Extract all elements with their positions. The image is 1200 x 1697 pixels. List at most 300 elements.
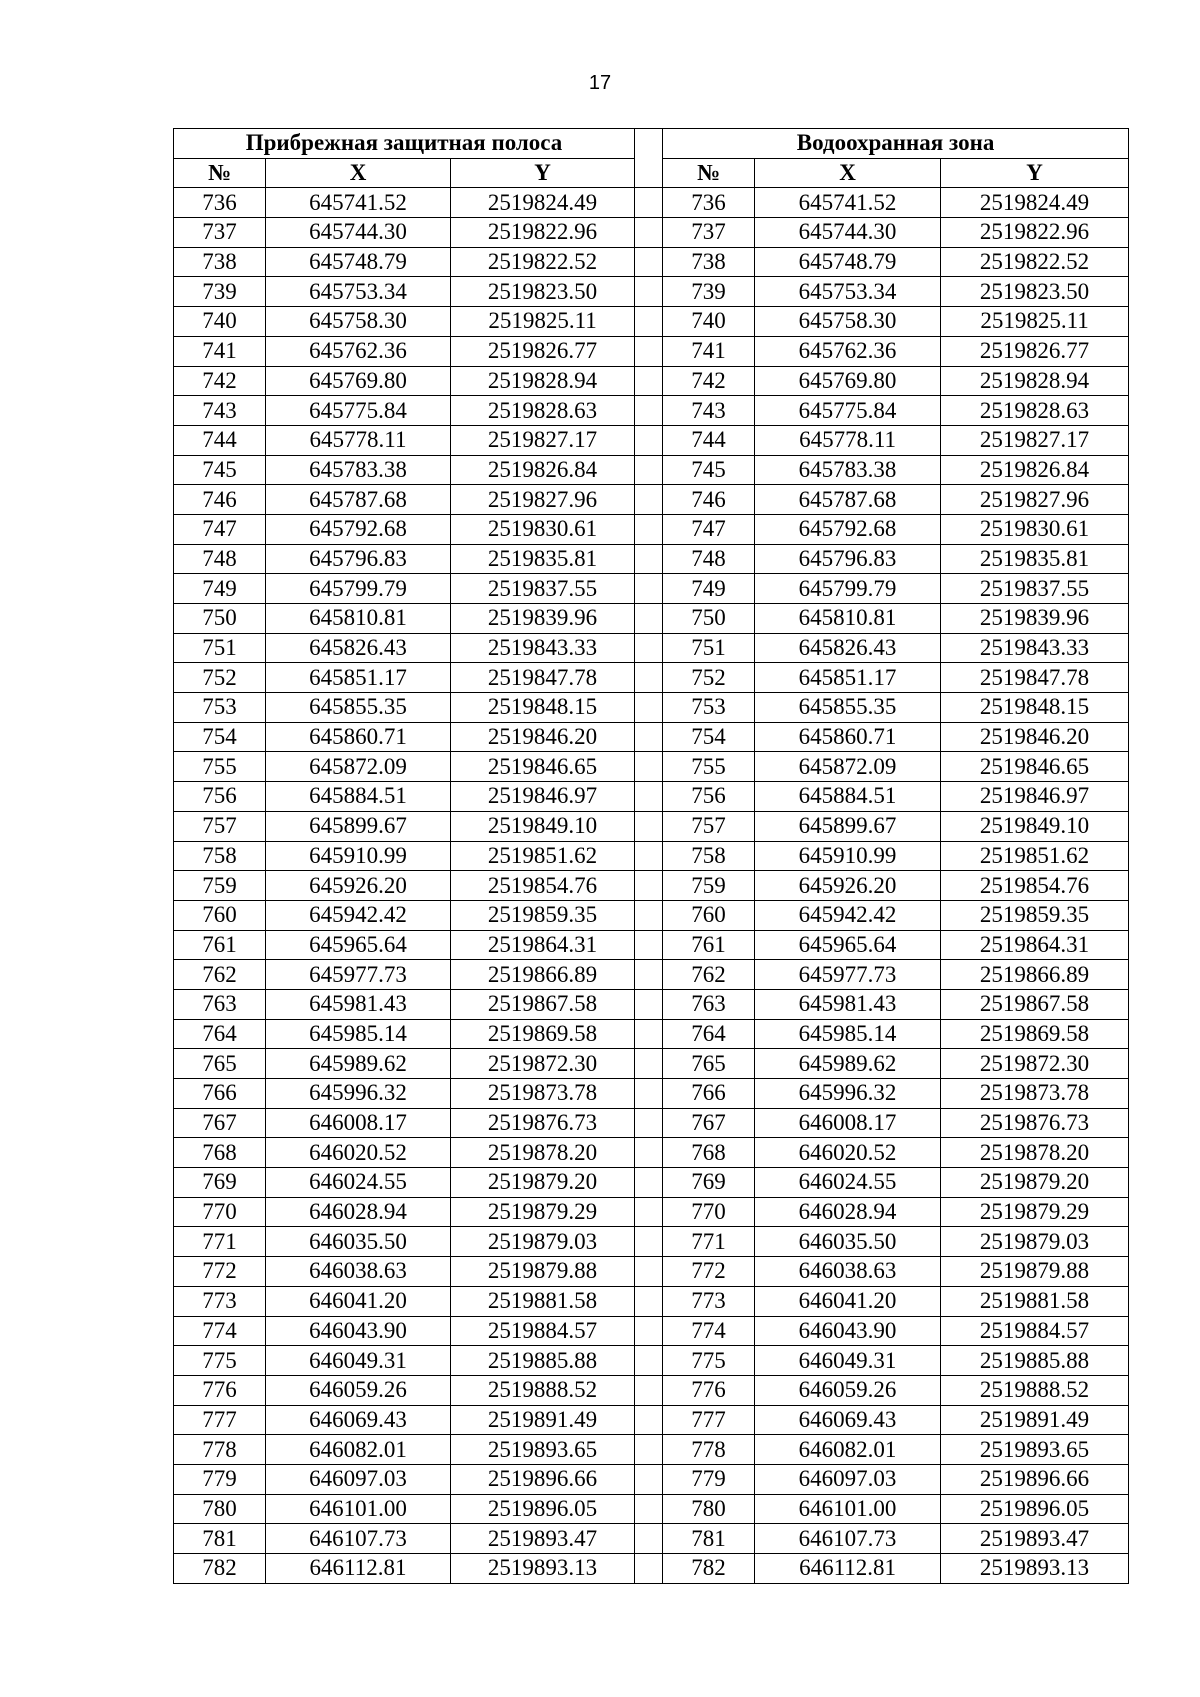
column-separator bbox=[635, 455, 663, 485]
left-point-number: 770 bbox=[174, 1197, 266, 1227]
right-point-number: 773 bbox=[663, 1286, 755, 1316]
left-y-value: 2519851.62 bbox=[451, 841, 635, 871]
right-y-value: 2519891.49 bbox=[941, 1405, 1129, 1435]
column-separator bbox=[635, 1257, 663, 1287]
right-point-number: 781 bbox=[663, 1524, 755, 1554]
column-separator bbox=[635, 722, 663, 752]
left-point-number: 767 bbox=[174, 1108, 266, 1138]
right-point-number: 766 bbox=[663, 1079, 755, 1109]
column-separator bbox=[635, 1435, 663, 1465]
left-y-value: 2519879.03 bbox=[451, 1227, 635, 1257]
right-y-value: 2519885.88 bbox=[941, 1346, 1129, 1376]
left-x-value: 645926.20 bbox=[266, 871, 451, 901]
table-row bbox=[174, 188, 1129, 218]
right-point-number: 746 bbox=[663, 485, 755, 515]
table-row bbox=[174, 425, 1129, 455]
left-y-value: 2519846.20 bbox=[451, 722, 635, 752]
right-x-value: 645872.09 bbox=[755, 752, 941, 782]
column-separator bbox=[635, 752, 663, 782]
right-y-value: 2519881.58 bbox=[941, 1286, 1129, 1316]
column-separator bbox=[635, 485, 663, 515]
right-point-number: 779 bbox=[663, 1464, 755, 1494]
right-x-value: 645783.38 bbox=[755, 455, 941, 485]
table-row bbox=[174, 307, 1129, 337]
right-x-value: 645899.67 bbox=[755, 811, 941, 841]
left-y-value: 2519822.96 bbox=[451, 218, 635, 248]
left-x-value: 645762.36 bbox=[266, 336, 451, 366]
column-separator bbox=[635, 218, 663, 248]
column-separator bbox=[635, 1138, 663, 1168]
right-point-number: 774 bbox=[663, 1316, 755, 1346]
left-point-number: 740 bbox=[174, 307, 266, 337]
table-row bbox=[174, 485, 1129, 515]
left-point-number: 761 bbox=[174, 930, 266, 960]
column-separator bbox=[635, 782, 663, 812]
left-x-value: 645884.51 bbox=[266, 782, 451, 812]
table-row bbox=[174, 455, 1129, 485]
table-row bbox=[174, 1079, 1129, 1109]
left-point-number: 780 bbox=[174, 1494, 266, 1524]
left-x-value: 645989.62 bbox=[266, 1049, 451, 1079]
left-x-value: 645826.43 bbox=[266, 633, 451, 663]
right-x-value: 645796.83 bbox=[755, 544, 941, 574]
right-point-number: 771 bbox=[663, 1227, 755, 1257]
table-row bbox=[174, 1138, 1129, 1168]
right-y-value: 2519846.65 bbox=[941, 752, 1129, 782]
right-y-value: 2519835.81 bbox=[941, 544, 1129, 574]
column-separator bbox=[635, 544, 663, 574]
left-x-value: 645860.71 bbox=[266, 722, 451, 752]
left-point-number: 751 bbox=[174, 633, 266, 663]
right-point-number: 743 bbox=[663, 396, 755, 426]
right-x-value: 645985.14 bbox=[755, 1019, 941, 1049]
table-row bbox=[174, 1435, 1129, 1465]
right-point-number: 751 bbox=[663, 633, 755, 663]
right-y-value: 2519828.94 bbox=[941, 366, 1129, 396]
right-point-number: 782 bbox=[663, 1554, 755, 1584]
right-x-value: 646101.00 bbox=[755, 1494, 941, 1524]
table-row bbox=[174, 1049, 1129, 1079]
column-separator bbox=[635, 960, 663, 990]
left-point-number: 745 bbox=[174, 455, 266, 485]
table-row bbox=[174, 1464, 1129, 1494]
right-x-value: 646041.20 bbox=[755, 1286, 941, 1316]
right-point-number: 770 bbox=[663, 1197, 755, 1227]
left-point-number: 775 bbox=[174, 1346, 266, 1376]
table-row bbox=[174, 247, 1129, 277]
right-point-number: 780 bbox=[663, 1494, 755, 1524]
column-separator bbox=[635, 396, 663, 426]
right-y-value: 2519876.73 bbox=[941, 1108, 1129, 1138]
left-x-value: 645985.14 bbox=[266, 1019, 451, 1049]
left-point-number: 748 bbox=[174, 544, 266, 574]
right-x-value: 645792.68 bbox=[755, 514, 941, 544]
left-x-header: X bbox=[266, 158, 451, 188]
left-x-value: 645748.79 bbox=[266, 247, 451, 277]
right-y-value: 2519873.78 bbox=[941, 1079, 1129, 1109]
left-point-number: 738 bbox=[174, 247, 266, 277]
left-y-value: 2519866.89 bbox=[451, 960, 635, 990]
left-y-value: 2519878.20 bbox=[451, 1138, 635, 1168]
table-row bbox=[174, 1316, 1129, 1346]
right-x-value: 646112.81 bbox=[755, 1554, 941, 1584]
right-x-value: 645762.36 bbox=[755, 336, 941, 366]
column-separator bbox=[635, 633, 663, 663]
right-y-value: 2519888.52 bbox=[941, 1375, 1129, 1405]
right-point-number: 750 bbox=[663, 604, 755, 634]
table-row bbox=[174, 900, 1129, 930]
left-x-value: 645787.68 bbox=[266, 485, 451, 515]
left-point-number: 743 bbox=[174, 396, 266, 426]
left-y-value: 2519846.65 bbox=[451, 752, 635, 782]
column-separator bbox=[635, 1316, 663, 1346]
coordinates-body bbox=[174, 188, 1129, 1583]
right-point-number: 775 bbox=[663, 1346, 755, 1376]
left-point-number: 736 bbox=[174, 188, 266, 218]
right-x-value: 645775.84 bbox=[755, 396, 941, 426]
left-x-value: 645899.67 bbox=[266, 811, 451, 841]
table-row bbox=[174, 1405, 1129, 1435]
left-point-number: 768 bbox=[174, 1138, 266, 1168]
left-y-value: 2519854.76 bbox=[451, 871, 635, 901]
left-point-number: 762 bbox=[174, 960, 266, 990]
right-point-number: 767 bbox=[663, 1108, 755, 1138]
right-point-number: 739 bbox=[663, 277, 755, 307]
right-y-value: 2519830.61 bbox=[941, 514, 1129, 544]
table-row bbox=[174, 1197, 1129, 1227]
right-x-value: 646028.94 bbox=[755, 1197, 941, 1227]
left-y-value: 2519825.11 bbox=[451, 307, 635, 337]
table-row bbox=[174, 633, 1129, 663]
right-x-value: 646035.50 bbox=[755, 1227, 941, 1257]
left-x-value: 645753.34 bbox=[266, 277, 451, 307]
right-x-value: 645977.73 bbox=[755, 960, 941, 990]
right-x-header: X bbox=[755, 158, 941, 188]
column-separator bbox=[635, 604, 663, 634]
table-row bbox=[174, 930, 1129, 960]
left-point-number: 776 bbox=[174, 1375, 266, 1405]
right-point-number: 778 bbox=[663, 1435, 755, 1465]
left-x-value: 645792.68 bbox=[266, 514, 451, 544]
table-row bbox=[174, 782, 1129, 812]
left-point-number: 741 bbox=[174, 336, 266, 366]
right-point-number: 760 bbox=[663, 900, 755, 930]
left-point-number: 744 bbox=[174, 425, 266, 455]
left-x-value: 645741.52 bbox=[266, 188, 451, 218]
right-point-number: 768 bbox=[663, 1138, 755, 1168]
left-point-number: 757 bbox=[174, 811, 266, 841]
left-x-value: 646049.31 bbox=[266, 1346, 451, 1376]
left-y-value: 2519827.17 bbox=[451, 425, 635, 455]
left-y-value: 2519830.61 bbox=[451, 514, 635, 544]
right-y-value: 2519864.31 bbox=[941, 930, 1129, 960]
column-separator bbox=[635, 1554, 663, 1584]
right-point-number: 737 bbox=[663, 218, 755, 248]
left-x-value: 646041.20 bbox=[266, 1286, 451, 1316]
right-x-value: 645778.11 bbox=[755, 425, 941, 455]
left-y-header: Y bbox=[451, 158, 635, 188]
left-point-number: 760 bbox=[174, 900, 266, 930]
left-y-value: 2519879.29 bbox=[451, 1197, 635, 1227]
right-y-value: 2519827.17 bbox=[941, 425, 1129, 455]
table-row bbox=[174, 396, 1129, 426]
left-y-value: 2519828.63 bbox=[451, 396, 635, 426]
right-y-value: 2519866.89 bbox=[941, 960, 1129, 990]
right-x-value: 645996.32 bbox=[755, 1079, 941, 1109]
right-x-value: 646082.01 bbox=[755, 1435, 941, 1465]
right-point-number: 762 bbox=[663, 960, 755, 990]
right-x-value: 645989.62 bbox=[755, 1049, 941, 1079]
right-y-value: 2519893.65 bbox=[941, 1435, 1129, 1465]
right-y-value: 2519884.57 bbox=[941, 1316, 1129, 1346]
left-point-number: 747 bbox=[174, 514, 266, 544]
left-point-number: 771 bbox=[174, 1227, 266, 1257]
right-point-number: 740 bbox=[663, 307, 755, 337]
left-x-value: 645796.83 bbox=[266, 544, 451, 574]
table-row bbox=[174, 1019, 1129, 1049]
table-row bbox=[174, 722, 1129, 752]
left-x-value: 645910.99 bbox=[266, 841, 451, 871]
left-y-value: 2519896.05 bbox=[451, 1494, 635, 1524]
right-x-value: 646008.17 bbox=[755, 1108, 941, 1138]
left-point-number: 766 bbox=[174, 1079, 266, 1109]
left-x-value: 646101.00 bbox=[266, 1494, 451, 1524]
left-x-value: 646028.94 bbox=[266, 1197, 451, 1227]
right-point-number: 756 bbox=[663, 782, 755, 812]
right-point-number: 752 bbox=[663, 663, 755, 693]
right-y-value: 2519879.29 bbox=[941, 1197, 1129, 1227]
right-x-value: 645855.35 bbox=[755, 693, 941, 723]
column-separator bbox=[635, 693, 663, 723]
table-row bbox=[174, 693, 1129, 723]
left-y-value: 2519896.66 bbox=[451, 1464, 635, 1494]
left-x-value: 646024.55 bbox=[266, 1168, 451, 1198]
left-y-value: 2519848.15 bbox=[451, 693, 635, 723]
column-separator bbox=[635, 129, 663, 188]
table-row bbox=[174, 1346, 1129, 1376]
right-point-number: 755 bbox=[663, 752, 755, 782]
right-y-value: 2519839.96 bbox=[941, 604, 1129, 634]
column-separator bbox=[635, 1375, 663, 1405]
left-y-value: 2519893.13 bbox=[451, 1554, 635, 1584]
right-point-number: 769 bbox=[663, 1168, 755, 1198]
table-row bbox=[174, 1286, 1129, 1316]
table-row bbox=[174, 366, 1129, 396]
right-x-value: 645860.71 bbox=[755, 722, 941, 752]
page-number: 17 bbox=[588, 72, 612, 94]
left-y-value: 2519827.96 bbox=[451, 485, 635, 515]
left-x-value: 646059.26 bbox=[266, 1375, 451, 1405]
table-row bbox=[174, 663, 1129, 693]
section-title-row bbox=[174, 129, 1129, 159]
right-y-value: 2519843.33 bbox=[941, 633, 1129, 663]
column-separator bbox=[635, 1197, 663, 1227]
right-point-number: 777 bbox=[663, 1405, 755, 1435]
right-y-value: 2519859.35 bbox=[941, 900, 1129, 930]
left-point-number: 737 bbox=[174, 218, 266, 248]
right-y-value: 2519824.49 bbox=[941, 188, 1129, 218]
left-y-value: 2519823.50 bbox=[451, 277, 635, 307]
right-x-value: 645799.79 bbox=[755, 574, 941, 604]
right-x-value: 645826.43 bbox=[755, 633, 941, 663]
left-x-value: 646038.63 bbox=[266, 1257, 451, 1287]
right-x-value: 645769.80 bbox=[755, 366, 941, 396]
table-row bbox=[174, 277, 1129, 307]
left-x-value: 645965.64 bbox=[266, 930, 451, 960]
left-x-value: 645855.35 bbox=[266, 693, 451, 723]
right-y-value: 2519854.76 bbox=[941, 871, 1129, 901]
column-separator bbox=[635, 1346, 663, 1376]
right-y-value: 2519825.11 bbox=[941, 307, 1129, 337]
right-x-value: 646097.03 bbox=[755, 1464, 941, 1494]
right-y-value: 2519846.20 bbox=[941, 722, 1129, 752]
right-number-header: № bbox=[663, 158, 755, 188]
left-point-number: 769 bbox=[174, 1168, 266, 1198]
column-separator bbox=[635, 1494, 663, 1524]
right-x-value: 646020.52 bbox=[755, 1138, 941, 1168]
right-x-value: 645942.42 bbox=[755, 900, 941, 930]
table-row bbox=[174, 218, 1129, 248]
right-x-value: 645910.99 bbox=[755, 841, 941, 871]
column-separator bbox=[635, 841, 663, 871]
right-point-number: 747 bbox=[663, 514, 755, 544]
left-point-number: 742 bbox=[174, 366, 266, 396]
table-row bbox=[174, 960, 1129, 990]
right-x-value: 645926.20 bbox=[755, 871, 941, 901]
column-separator bbox=[635, 871, 663, 901]
column-separator bbox=[635, 989, 663, 1019]
left-point-number: 773 bbox=[174, 1286, 266, 1316]
left-y-value: 2519872.30 bbox=[451, 1049, 635, 1079]
column-separator bbox=[635, 1079, 663, 1109]
left-x-value: 645758.30 bbox=[266, 307, 451, 337]
table-row bbox=[174, 1257, 1129, 1287]
column-separator bbox=[635, 663, 663, 693]
right-y-value: 2519826.77 bbox=[941, 336, 1129, 366]
right-point-number: 742 bbox=[663, 366, 755, 396]
table-row bbox=[174, 811, 1129, 841]
left-y-value: 2519843.33 bbox=[451, 633, 635, 663]
left-y-value: 2519849.10 bbox=[451, 811, 635, 841]
left-y-value: 2519826.84 bbox=[451, 455, 635, 485]
left-x-value: 646020.52 bbox=[266, 1138, 451, 1168]
left-point-number: 756 bbox=[174, 782, 266, 812]
right-y-value: 2519879.88 bbox=[941, 1257, 1129, 1287]
right-point-number: 749 bbox=[663, 574, 755, 604]
right-point-number: 761 bbox=[663, 930, 755, 960]
right-y-value: 2519823.50 bbox=[941, 277, 1129, 307]
right-y-value: 2519879.20 bbox=[941, 1168, 1129, 1198]
left-x-value: 646107.73 bbox=[266, 1524, 451, 1554]
right-point-number: 748 bbox=[663, 544, 755, 574]
table-row bbox=[174, 514, 1129, 544]
right-y-value: 2519822.52 bbox=[941, 247, 1129, 277]
right-y-value: 2519872.30 bbox=[941, 1049, 1129, 1079]
left-y-value: 2519885.88 bbox=[451, 1346, 635, 1376]
left-x-value: 645977.73 bbox=[266, 960, 451, 990]
table-row bbox=[174, 604, 1129, 634]
table-row bbox=[174, 871, 1129, 901]
left-x-value: 645942.42 bbox=[266, 900, 451, 930]
left-x-value: 646112.81 bbox=[266, 1554, 451, 1584]
right-y-header: Y bbox=[941, 158, 1129, 188]
left-point-number: 759 bbox=[174, 871, 266, 901]
table-row bbox=[174, 574, 1129, 604]
table-row bbox=[174, 544, 1129, 574]
table-row bbox=[174, 752, 1129, 782]
table-row bbox=[174, 841, 1129, 871]
right-y-value: 2519846.97 bbox=[941, 782, 1129, 812]
left-y-value: 2519839.96 bbox=[451, 604, 635, 634]
left-point-number: 739 bbox=[174, 277, 266, 307]
left-x-value: 645872.09 bbox=[266, 752, 451, 782]
left-point-number: 758 bbox=[174, 841, 266, 871]
right-point-number: 754 bbox=[663, 722, 755, 752]
column-separator bbox=[635, 336, 663, 366]
right-x-value: 645965.64 bbox=[755, 930, 941, 960]
right-y-value: 2519847.78 bbox=[941, 663, 1129, 693]
right-point-number: 741 bbox=[663, 336, 755, 366]
table-row bbox=[174, 1554, 1129, 1584]
left-y-value: 2519888.52 bbox=[451, 1375, 635, 1405]
left-y-value: 2519822.52 bbox=[451, 247, 635, 277]
left-y-value: 2519879.20 bbox=[451, 1168, 635, 1198]
right-x-value: 645810.81 bbox=[755, 604, 941, 634]
left-y-value: 2519847.78 bbox=[451, 663, 635, 693]
column-separator bbox=[635, 1405, 663, 1435]
left-point-number: 764 bbox=[174, 1019, 266, 1049]
left-y-value: 2519879.88 bbox=[451, 1257, 635, 1287]
left-x-value: 646035.50 bbox=[266, 1227, 451, 1257]
table-row bbox=[174, 1108, 1129, 1138]
left-y-value: 2519893.65 bbox=[451, 1435, 635, 1465]
left-y-value: 2519837.55 bbox=[451, 574, 635, 604]
left-point-number: 763 bbox=[174, 989, 266, 1019]
column-separator bbox=[635, 900, 663, 930]
left-point-number: 774 bbox=[174, 1316, 266, 1346]
column-separator bbox=[635, 425, 663, 455]
left-point-number: 772 bbox=[174, 1257, 266, 1287]
table-row bbox=[174, 989, 1129, 1019]
right-y-value: 2519896.66 bbox=[941, 1464, 1129, 1494]
right-point-number: 758 bbox=[663, 841, 755, 871]
left-y-value: 2519828.94 bbox=[451, 366, 635, 396]
column-separator bbox=[635, 1168, 663, 1198]
left-point-number: 779 bbox=[174, 1464, 266, 1494]
table-row bbox=[174, 1375, 1129, 1405]
left-y-value: 2519873.78 bbox=[451, 1079, 635, 1109]
column-separator bbox=[635, 1108, 663, 1138]
left-point-number: 781 bbox=[174, 1524, 266, 1554]
left-x-value: 645775.84 bbox=[266, 396, 451, 426]
left-y-value: 2519891.49 bbox=[451, 1405, 635, 1435]
left-number-header: № bbox=[174, 158, 266, 188]
column-separator bbox=[635, 1227, 663, 1257]
column-separator bbox=[635, 1524, 663, 1554]
left-point-number: 778 bbox=[174, 1435, 266, 1465]
left-y-value: 2519869.58 bbox=[451, 1019, 635, 1049]
left-y-value: 2519846.97 bbox=[451, 782, 635, 812]
column-separator bbox=[635, 1049, 663, 1079]
left-point-number: 749 bbox=[174, 574, 266, 604]
column-separator bbox=[635, 366, 663, 396]
column-separator bbox=[635, 1464, 663, 1494]
right-x-value: 645744.30 bbox=[755, 218, 941, 248]
table-row bbox=[174, 1494, 1129, 1524]
left-point-number: 782 bbox=[174, 1554, 266, 1584]
left-x-value: 645996.32 bbox=[266, 1079, 451, 1109]
left-x-value: 645981.43 bbox=[266, 989, 451, 1019]
